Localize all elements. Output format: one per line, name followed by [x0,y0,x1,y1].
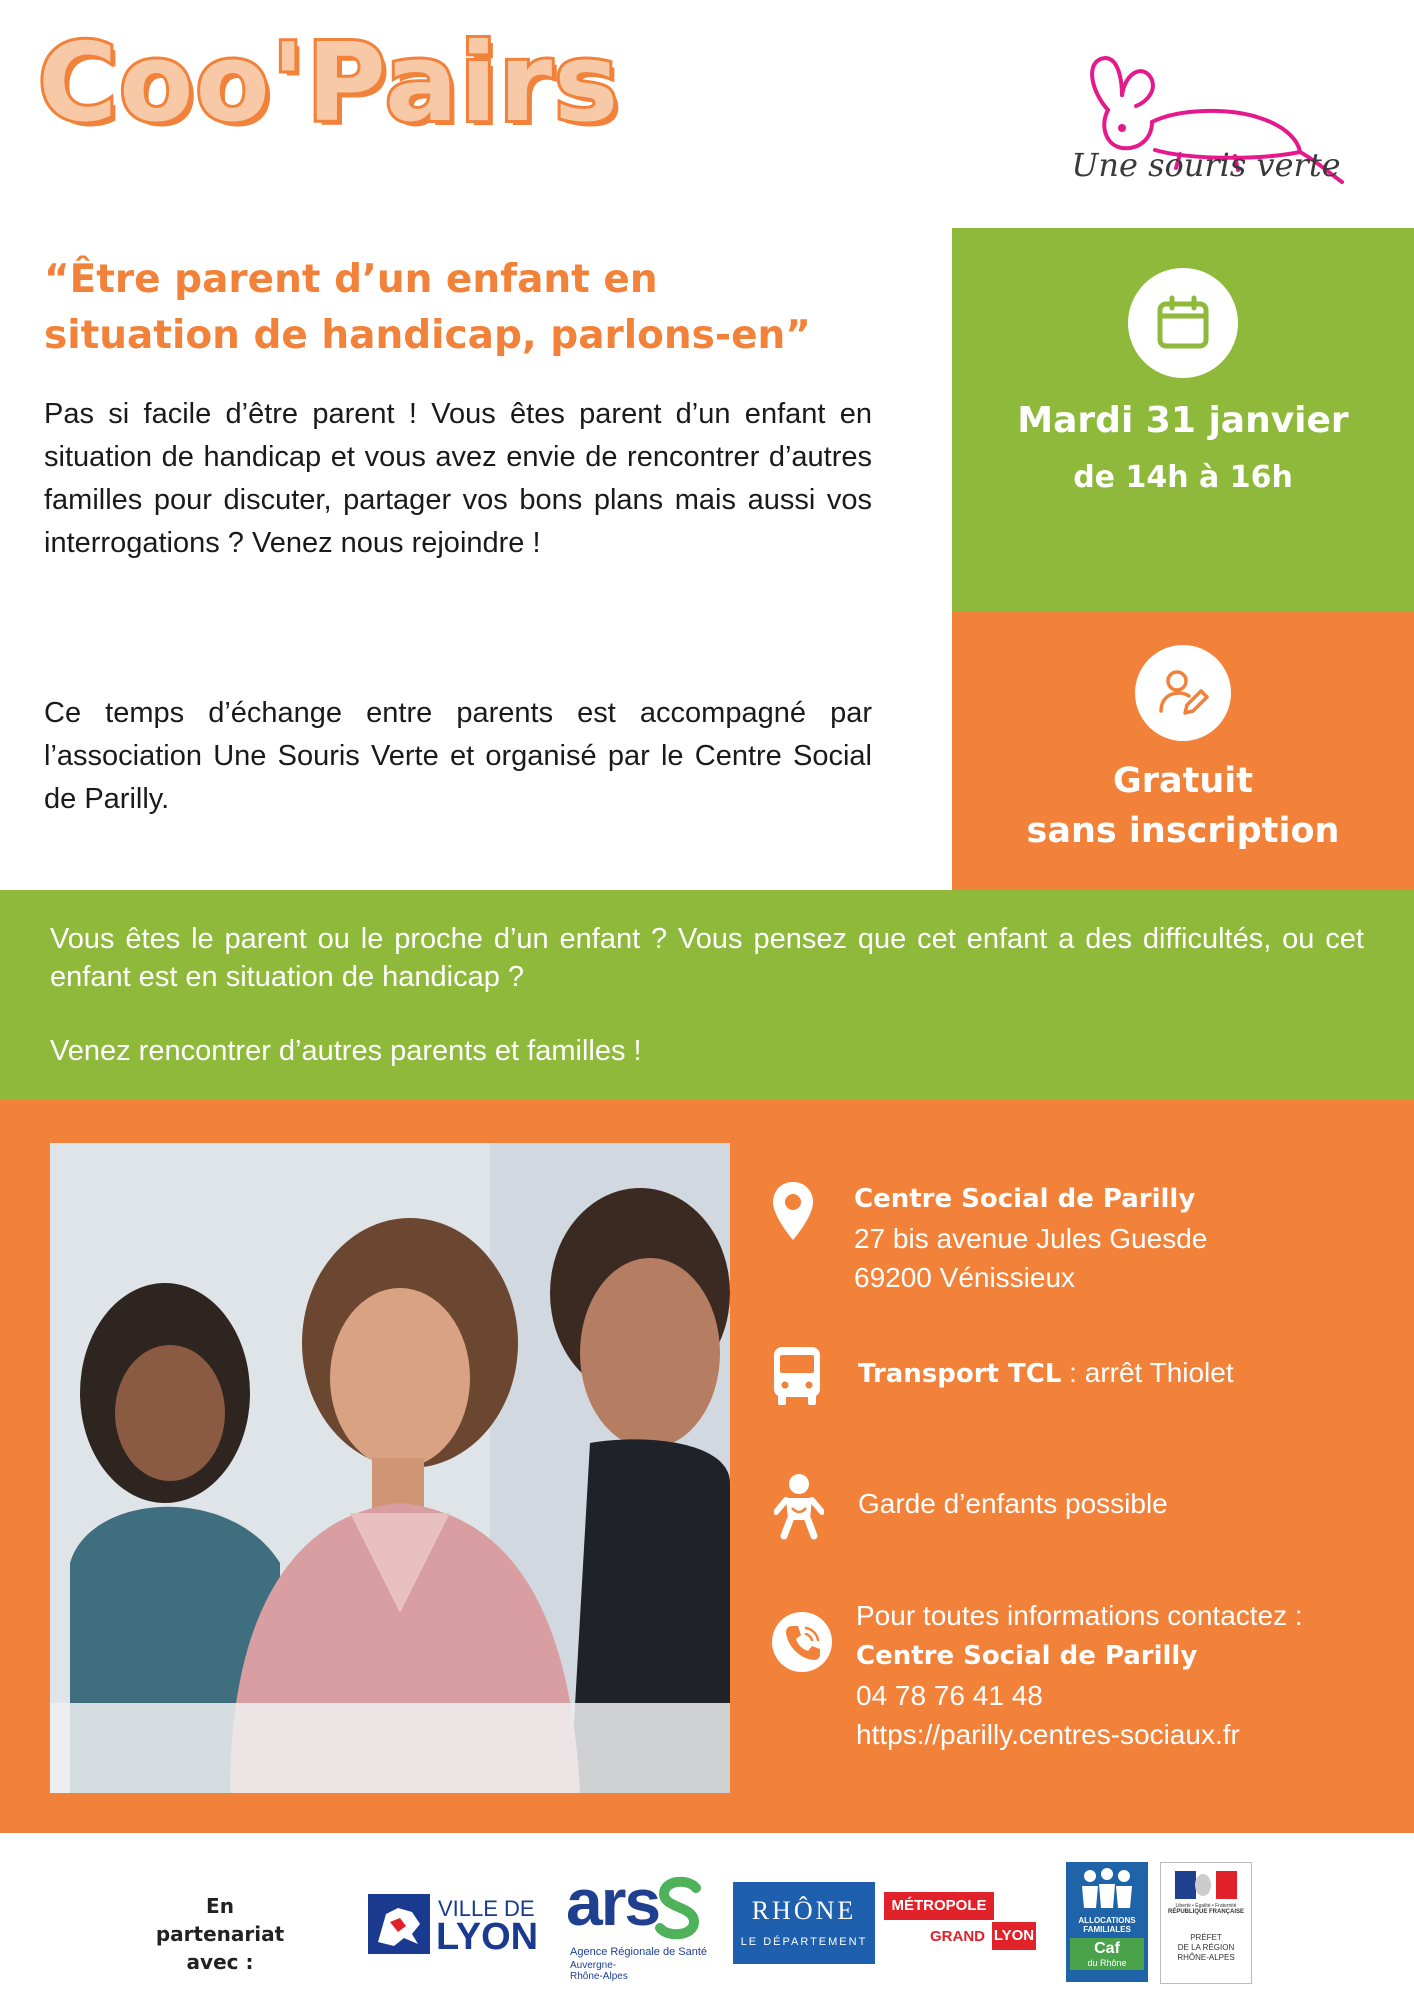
price-box [952,611,1414,890]
date-box [952,228,1414,611]
band-question: Vous êtes le parent ou le proche d’un enfant ? Vous pensez que cet enfant a des difficultés, ou cet enfant est en situation de handicap ? [50,923,1364,993]
contact-details [856,1596,1414,1754]
metropole-lyon: LYON [992,1922,1036,1950]
partners-label-line2: avec : [186,1950,254,1974]
lyon-bottom-text: LYON [436,1916,539,1958]
partners-label [150,1892,290,1976]
parents-meeting-photo [50,1143,730,1793]
invitation-band [0,890,1414,1100]
baby-icon [774,1472,824,1542]
price-label: Gratuit [1113,761,1253,801]
event-time: de 14h à 16h [1073,460,1293,495]
band-invitation: Venez rencontrer d’autres parents et familles ! [50,1035,642,1067]
location-details [854,1178,1414,1297]
transport-details [858,1353,1414,1394]
metropole-top: MÉTROPOLE [884,1892,994,1920]
contact-name: Centre Social de Parilly [856,1641,1198,1671]
prefet-republic: RÉPUBLIQUE FRANÇAISE [1167,1909,1244,1915]
address-line2: 69200 Vénissieux [854,1262,1076,1293]
intro-paragraph: Pas si facile d’être parent ! Vous êtes parent d’un enfant en situation de handicap et vous avez envie de rencontrer d’autres familles pour discuter, partager vos bons plans mais aussi vos interrogations ? Venez nous rejoindre ! [44,398,872,559]
page-title: Coo'Pairs [38,21,621,146]
ars-logo [566,1865,716,1982]
bus-icon [770,1345,824,1407]
prefet-line3: RHÔNE-ALPES [1177,1953,1235,1962]
event-subtitle [44,252,924,364]
lion-icon [368,1894,430,1954]
prefet-region-logo [1160,1862,1252,1984]
metropole-grand: GRAND [930,1928,985,1945]
event-date: Mardi 31 janvier [1017,400,1349,441]
ars-s-icon [654,1876,704,1942]
prefet-line2: DE LA RÉGION [1177,1943,1235,1952]
phone-icon [770,1610,834,1674]
caf-subtitle: du Rhône [1087,1958,1127,1968]
practical-info-section [0,1100,1414,1833]
ville-de-lyon-logo [368,1890,538,1960]
metropole-grand-lyon-logo [880,1892,1050,1962]
address-line1: 27 bis avenue Jules Guesde [854,1223,1208,1254]
caf-logo [1066,1862,1148,1982]
contact-phone[interactable]: 04 78 76 41 48 [856,1680,1043,1711]
family-icon [1078,1868,1136,1912]
calendar-icon-circle [1128,268,1238,378]
registration-label: sans inscription [1026,811,1340,851]
ars-region-line1: Auvergne- [570,1960,617,1971]
lyon-top-text: VILLE DE [438,1896,535,1921]
calendar-icon [1154,294,1212,352]
user-edit-icon-circle [1135,645,1231,741]
intro-paragraph-organizer: Ce temps d’échange entre parents est accompagné par l’association Une Souris Verte et organisé par le Centre Social de Parilly. [44,697,872,815]
caf-line1: ALLOCATIONS [1078,1916,1136,1925]
map-pin-icon [770,1180,816,1242]
user-edit-icon [1155,665,1211,721]
marianne-flag-icon [1175,1871,1237,1899]
transport-stop: : arrêt Thiolet [1061,1357,1234,1388]
prefet-motto: Liberté • Égalité • Fraternité [1175,1903,1237,1909]
caf-line2: FAMILIALES [1083,1925,1131,1934]
prefet-line1: PRÉFET [1190,1933,1222,1942]
rhone-department-logo [733,1882,875,1964]
caf-name: Caf [1094,1940,1120,1957]
rhone-title: RHÔNE [751,1896,857,1925]
logo-text: Une souris verte [1071,146,1341,184]
ars-subtitle: Agence Régionale de Santé [570,1946,707,1958]
contact-intro: Pour toutes informations contactez : [856,1600,1303,1631]
subtitle-line1: “Être parent d’un enfant en [44,257,658,302]
partners-label-line1: En partenariat [155,1894,285,1946]
ars-region-line2: Rhône-Alpes [570,1971,628,1982]
rhone-subtitle: LE DÉPARTEMENT [740,1936,868,1948]
ars-logo-text: ars [566,1865,660,1939]
childcare-text: Garde d’enfants possible [858,1488,1168,1519]
transport-label: Transport TCL [858,1359,1062,1389]
subtitle-line2: situation de handicap, parlons-en” [44,313,811,358]
location-name: Centre Social de Parilly [854,1184,1196,1214]
contact-website-link[interactable]: https://parilly.centres-sociaux.fr [856,1719,1240,1750]
